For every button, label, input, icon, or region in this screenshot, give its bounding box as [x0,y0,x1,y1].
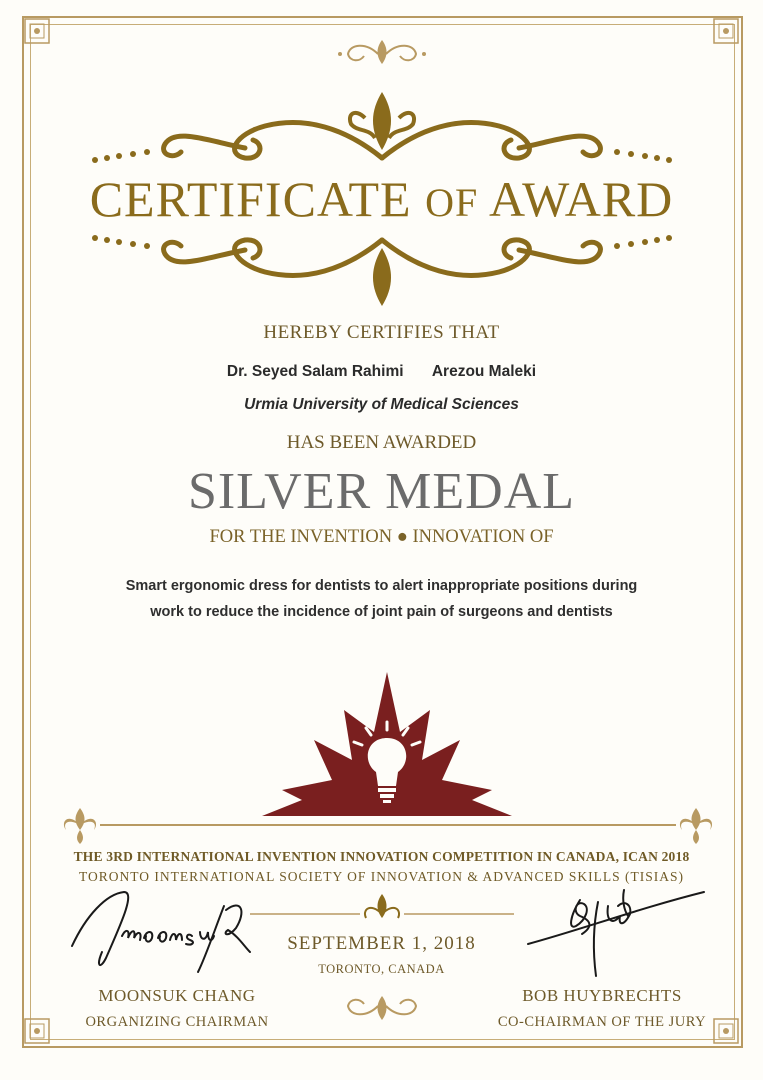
signature-left-icon [66,886,266,978]
date-divider-icon [250,892,514,928]
medal-title: SILVER MEDAL [187,463,576,520]
maple-leaf-logo-icon [262,670,512,820]
description-line-1: Smart ergonomic dress for dentists to alert inappropriate positions during [125,578,638,594]
signatory-left [72,986,282,1031]
signatory-left-title: ORGANIZING CHAIRMAN [85,1014,269,1030]
corner-ornament-icon [24,18,50,44]
signatory-right-name: BOB HUYBRECHTS [522,986,682,1005]
recipient-names [0,363,763,381]
signatory-left-name: MOONSUK CHANG [98,986,256,1005]
recipient-name-2: Arezou Maleki [431,363,537,380]
corner-ornament-icon [713,18,739,44]
signature-right-icon [520,886,710,982]
award-date: SEPTEMBER 1, 2018 [287,933,476,954]
title-flourish-bottom-icon [85,232,679,310]
description-line-2: work to reduce the incidence of joint pain of surgeons and dentists [150,604,613,620]
hereby-certifies-text: HEREBY CERTIFIES THAT [263,322,500,343]
competition-name: THE 3RD INTERNATIONAL INVENTION INNOVATION COMPETITION IN CANADA, ICAN 2018 [73,849,690,864]
invention-description [0,573,763,625]
title-flourish-top-icon [85,88,679,166]
corner-ornament-icon [24,1018,50,1044]
fleur-de-lis-icon [680,808,712,844]
has-been-awarded-text: HAS BEEN AWARDED [286,432,477,453]
recipient-name-1: Dr. Seyed Salam Rahimi [226,363,404,380]
fleur-de-lis-icon [64,808,96,844]
signatory-right-title: CO-CHAIRMAN OF THE JURY [497,1014,707,1030]
for-invention-text: FOR THE INVENTION ● INNOVATION OF [209,527,554,547]
institution-name: Urmia University of Medical Sciences [244,396,519,413]
signatory-right [482,986,722,1031]
top-flourish-icon [330,34,434,74]
certificate-title: CERTIFICATE OF AWARD [89,171,674,227]
bottom-flourish-icon [330,986,434,1026]
award-location: TORONTO, CANADA [318,962,445,976]
society-name: TORONTO INTERNATIONAL SOCIETY OF INNOVATION & ADVANCED SKILLS (TISIAS) [79,869,684,884]
fleur-divider [58,800,718,850]
